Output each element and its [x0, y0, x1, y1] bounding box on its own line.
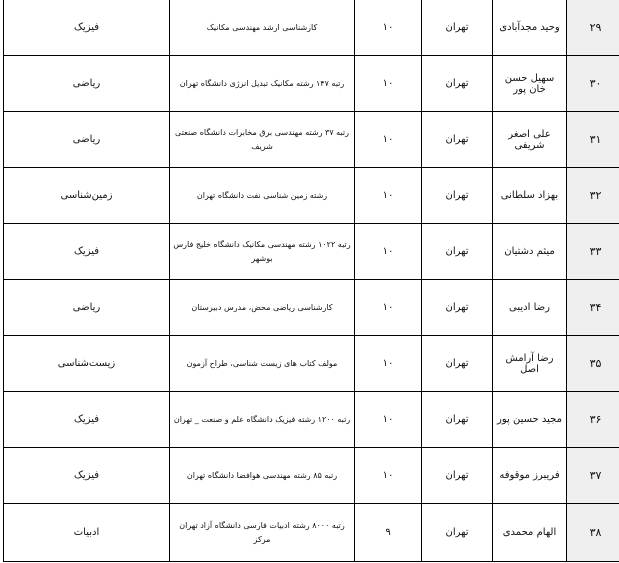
table-row: [4, 280, 619, 336]
teacher-score: ۱۰: [355, 224, 422, 280]
row-number: ۳۶: [567, 392, 619, 448]
teacher-credentials: رتبه ۳۷ رشته مهندسی برق مخابرات دانشگاه صنعتی شریف: [170, 112, 355, 168]
teacher-city: تهران: [422, 168, 493, 224]
teacher-credentials: کارشناسی ارشد مهندسی مکانیک: [170, 0, 355, 56]
table-row: [4, 224, 619, 280]
table-row: [4, 168, 619, 224]
teacher-name: علی اصغر شریفی: [493, 112, 567, 168]
teacher-city: تهران: [422, 0, 493, 56]
teacher-credentials: رتبه ۱۴۷ رشته مکانیک تبدیل انرژی دانشگاه تهران: [170, 56, 355, 112]
teacher-score: ۱۰: [355, 280, 422, 336]
table-row: [4, 504, 619, 562]
teacher-name: مجید حسین پور: [493, 392, 567, 448]
row-number: ۳۲: [567, 168, 619, 224]
teacher-city: تهران: [422, 112, 493, 168]
teacher-score: ۱۰: [355, 56, 422, 112]
row-number: ۳۵: [567, 336, 619, 392]
teacher-subject: فیزیک: [4, 448, 170, 504]
teacher-name: سهیل حسن خان پور: [493, 56, 567, 112]
table-row: [4, 448, 619, 504]
teacher-name: وحید مجدآبادی: [493, 0, 567, 56]
teacher-score: ۱۰: [355, 112, 422, 168]
teacher-subject: زیست‌شناسی: [4, 336, 170, 392]
teacher-credentials: رشته زمین شناسی نفت دانشگاه تهران: [170, 168, 355, 224]
teacher-subject: ادبیات: [4, 504, 170, 562]
teacher-score: ۱۰: [355, 0, 422, 56]
teacher-credentials: کارشناسی ریاضی محض، مدرس دبیرستان: [170, 280, 355, 336]
teacher-name: الهام محمدی: [493, 504, 567, 562]
table-row: [4, 0, 619, 56]
teacher-credentials: رتبه ۸۵ رشته مهندسی هوافضا دانشگاه تهران: [170, 448, 355, 504]
row-number: ۳۱: [567, 112, 619, 168]
teacher-subject: فیزیک: [4, 0, 170, 56]
teacher-subject: ریاضی: [4, 280, 170, 336]
table-row: [4, 56, 619, 112]
teacher-name: میثم دشتیان: [493, 224, 567, 280]
teacher-city: تهران: [422, 336, 493, 392]
table-row: [4, 112, 619, 168]
teacher-subject: فیزیک: [4, 392, 170, 448]
teacher-name: رضا ادیبی: [493, 280, 567, 336]
teacher-name: رضا آرامش اصل: [493, 336, 567, 392]
teacher-score: ۹: [355, 504, 422, 562]
row-number: ۳۰: [567, 56, 619, 112]
row-number: ۳۳: [567, 224, 619, 280]
teacher-name: بهزاد سلطانی: [493, 168, 567, 224]
table-row: [4, 336, 619, 392]
teacher-credentials: مولف کتاب های زیست شناسی، طراح آزمون: [170, 336, 355, 392]
table-row: [4, 392, 619, 448]
teacher-score: ۱۰: [355, 392, 422, 448]
teachers-table: [3, 0, 619, 562]
teacher-city: تهران: [422, 280, 493, 336]
row-number: ۳۷: [567, 448, 619, 504]
row-number: ۳۸: [567, 504, 619, 562]
teacher-credentials: رتبه ۸۰۰۰ رشته ادبیات فارسی دانشگاه آزاد تهران مرکز: [170, 504, 355, 562]
row-number: ۲۹: [567, 0, 619, 56]
teachers-table-body: [4, 0, 619, 562]
teacher-city: تهران: [422, 56, 493, 112]
teacher-subject: ریاضی: [4, 56, 170, 112]
teacher-city: تهران: [422, 448, 493, 504]
teacher-score: ۱۰: [355, 336, 422, 392]
teacher-city: تهران: [422, 224, 493, 280]
teacher-city: تهران: [422, 392, 493, 448]
teacher-score: ۱۰: [355, 168, 422, 224]
teacher-name: فریبرز موقوفه: [493, 448, 567, 504]
teacher-subject: ریاضی: [4, 112, 170, 168]
teacher-score: ۱۰: [355, 448, 422, 504]
teacher-credentials: رتبه ۱۲۰۰ رشته فیزیک دانشگاه علم و صنعت _ تهران: [170, 392, 355, 448]
teacher-subject: زمین‌شناسی: [4, 168, 170, 224]
row-number: ۳۴: [567, 280, 619, 336]
teacher-subject: فیزیک: [4, 224, 170, 280]
teacher-city: تهران: [422, 504, 493, 562]
teacher-credentials: رتبه ۱۰۲۲ رشته مهندسی مکانیک دانشگاه خلیج فارس بوشهر: [170, 224, 355, 280]
